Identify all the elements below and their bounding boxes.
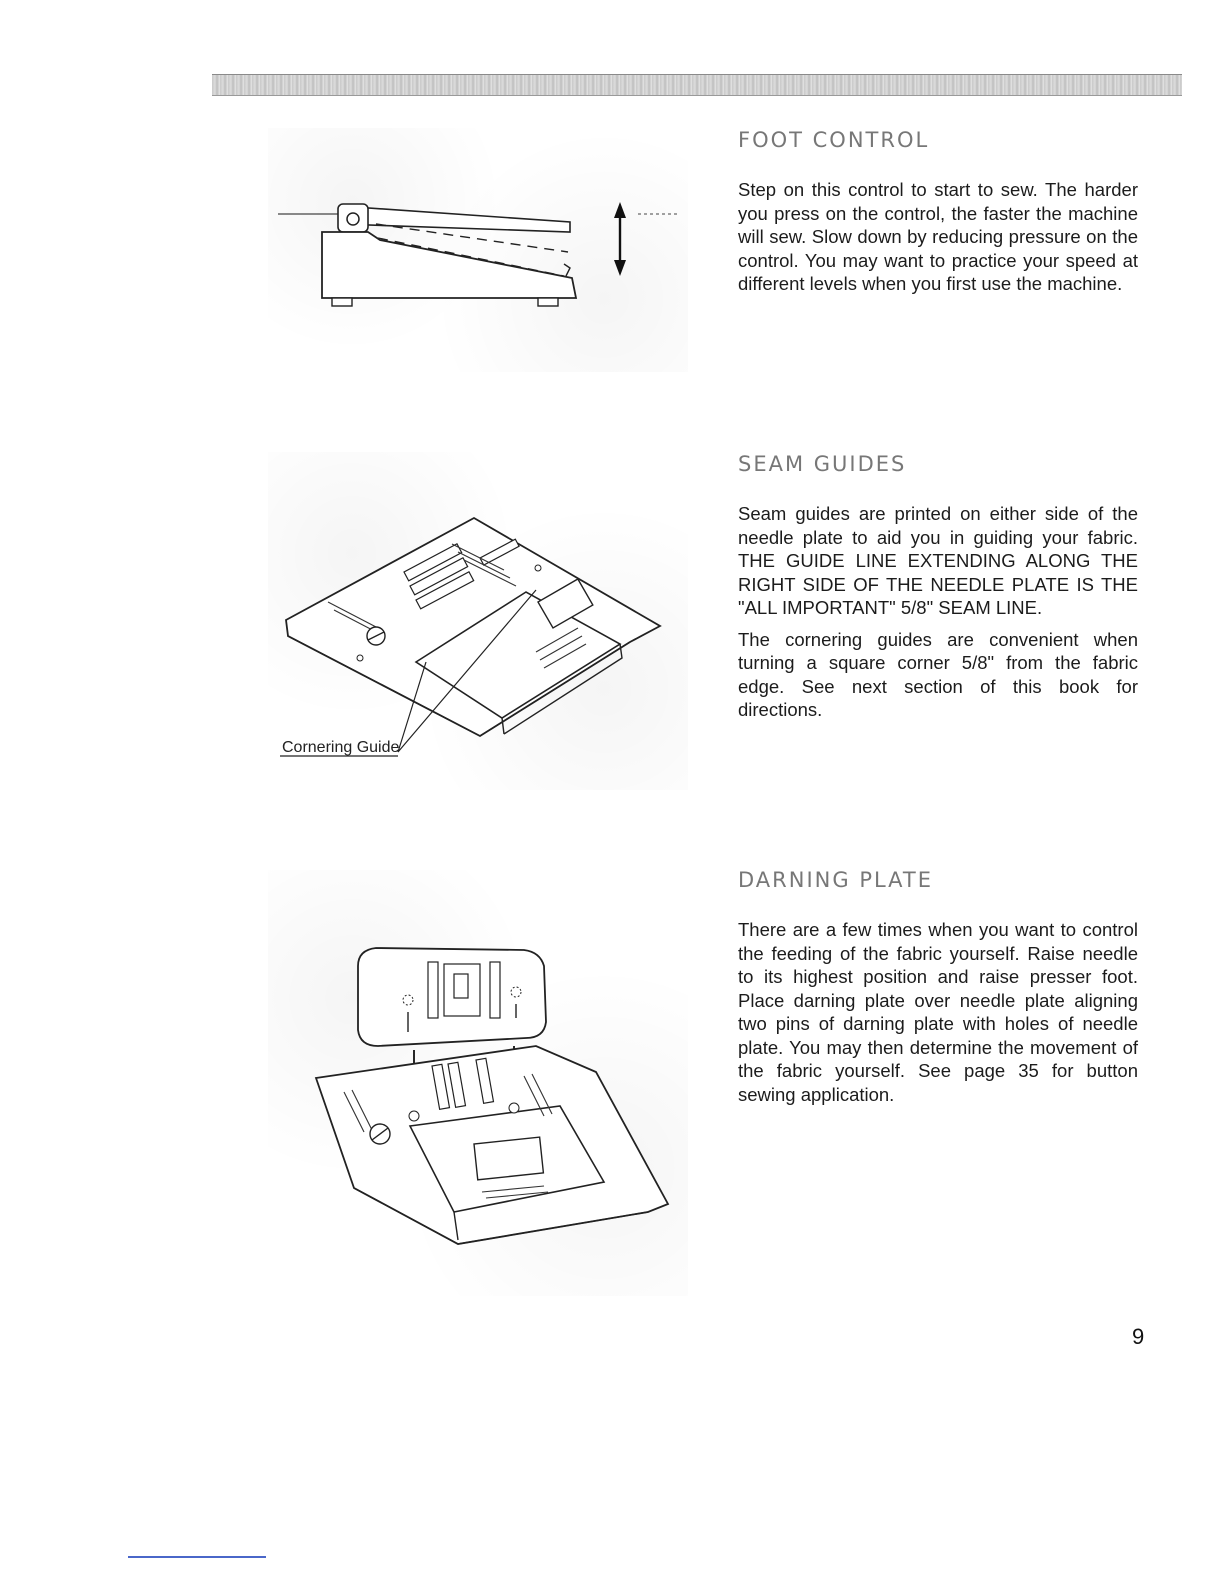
paragraph: The cornering guides are convenient when turning a square corner 5/8" from the fabric edge. See next section of this book for directions. bbox=[738, 628, 1138, 720]
foot-control-illustration bbox=[268, 128, 688, 372]
section-heading-seam-guides: SEAM GUIDES bbox=[738, 452, 907, 476]
seam-guides-illustration bbox=[268, 452, 688, 790]
page-number: 9 bbox=[1132, 1324, 1145, 1349]
section-heading-foot-control: FOOT CONTROL bbox=[738, 128, 930, 152]
section-body-seam-guides bbox=[738, 502, 1138, 730]
paragraph: Seam guides are printed on either side of the needle plate to aid you in guiding your fabric. THE GUIDE LINE EXTENDING ALONG THE RIGHT SIDE OF THE NEEDLE PLATE IS THE "ALL IMPORTANT" 5/8" SEAM LINE. bbox=[738, 503, 1138, 618]
section-heading-darning-plate: DARNING PLATE bbox=[738, 868, 933, 892]
cornering-guide-caption: Cornering Guide bbox=[282, 739, 400, 756]
paragraph: There are a few times when you want to control the feeding of the fabric yourself. Raise needle to its highest position and raise presser foot. Place darning plate over needle plate aligning two pins of darning plate with holes of needle plate. You may then determine the movement of the fabric yourself. See page 35 for button sewing application. bbox=[738, 919, 1138, 1105]
darning-plate-illustration bbox=[268, 870, 688, 1296]
section-body-foot-control bbox=[738, 178, 1138, 304]
section-body-darning-plate bbox=[738, 918, 1138, 1114]
header-rule bbox=[212, 74, 1182, 96]
paragraph: Step on this control to start to sew. The harder you press on the control, the faster the machine will sew. Slow down by reducing pressure on the control. You may want to practice your speed at different levels when you first use the machine. bbox=[738, 179, 1138, 294]
footer-line bbox=[128, 1556, 266, 1558]
